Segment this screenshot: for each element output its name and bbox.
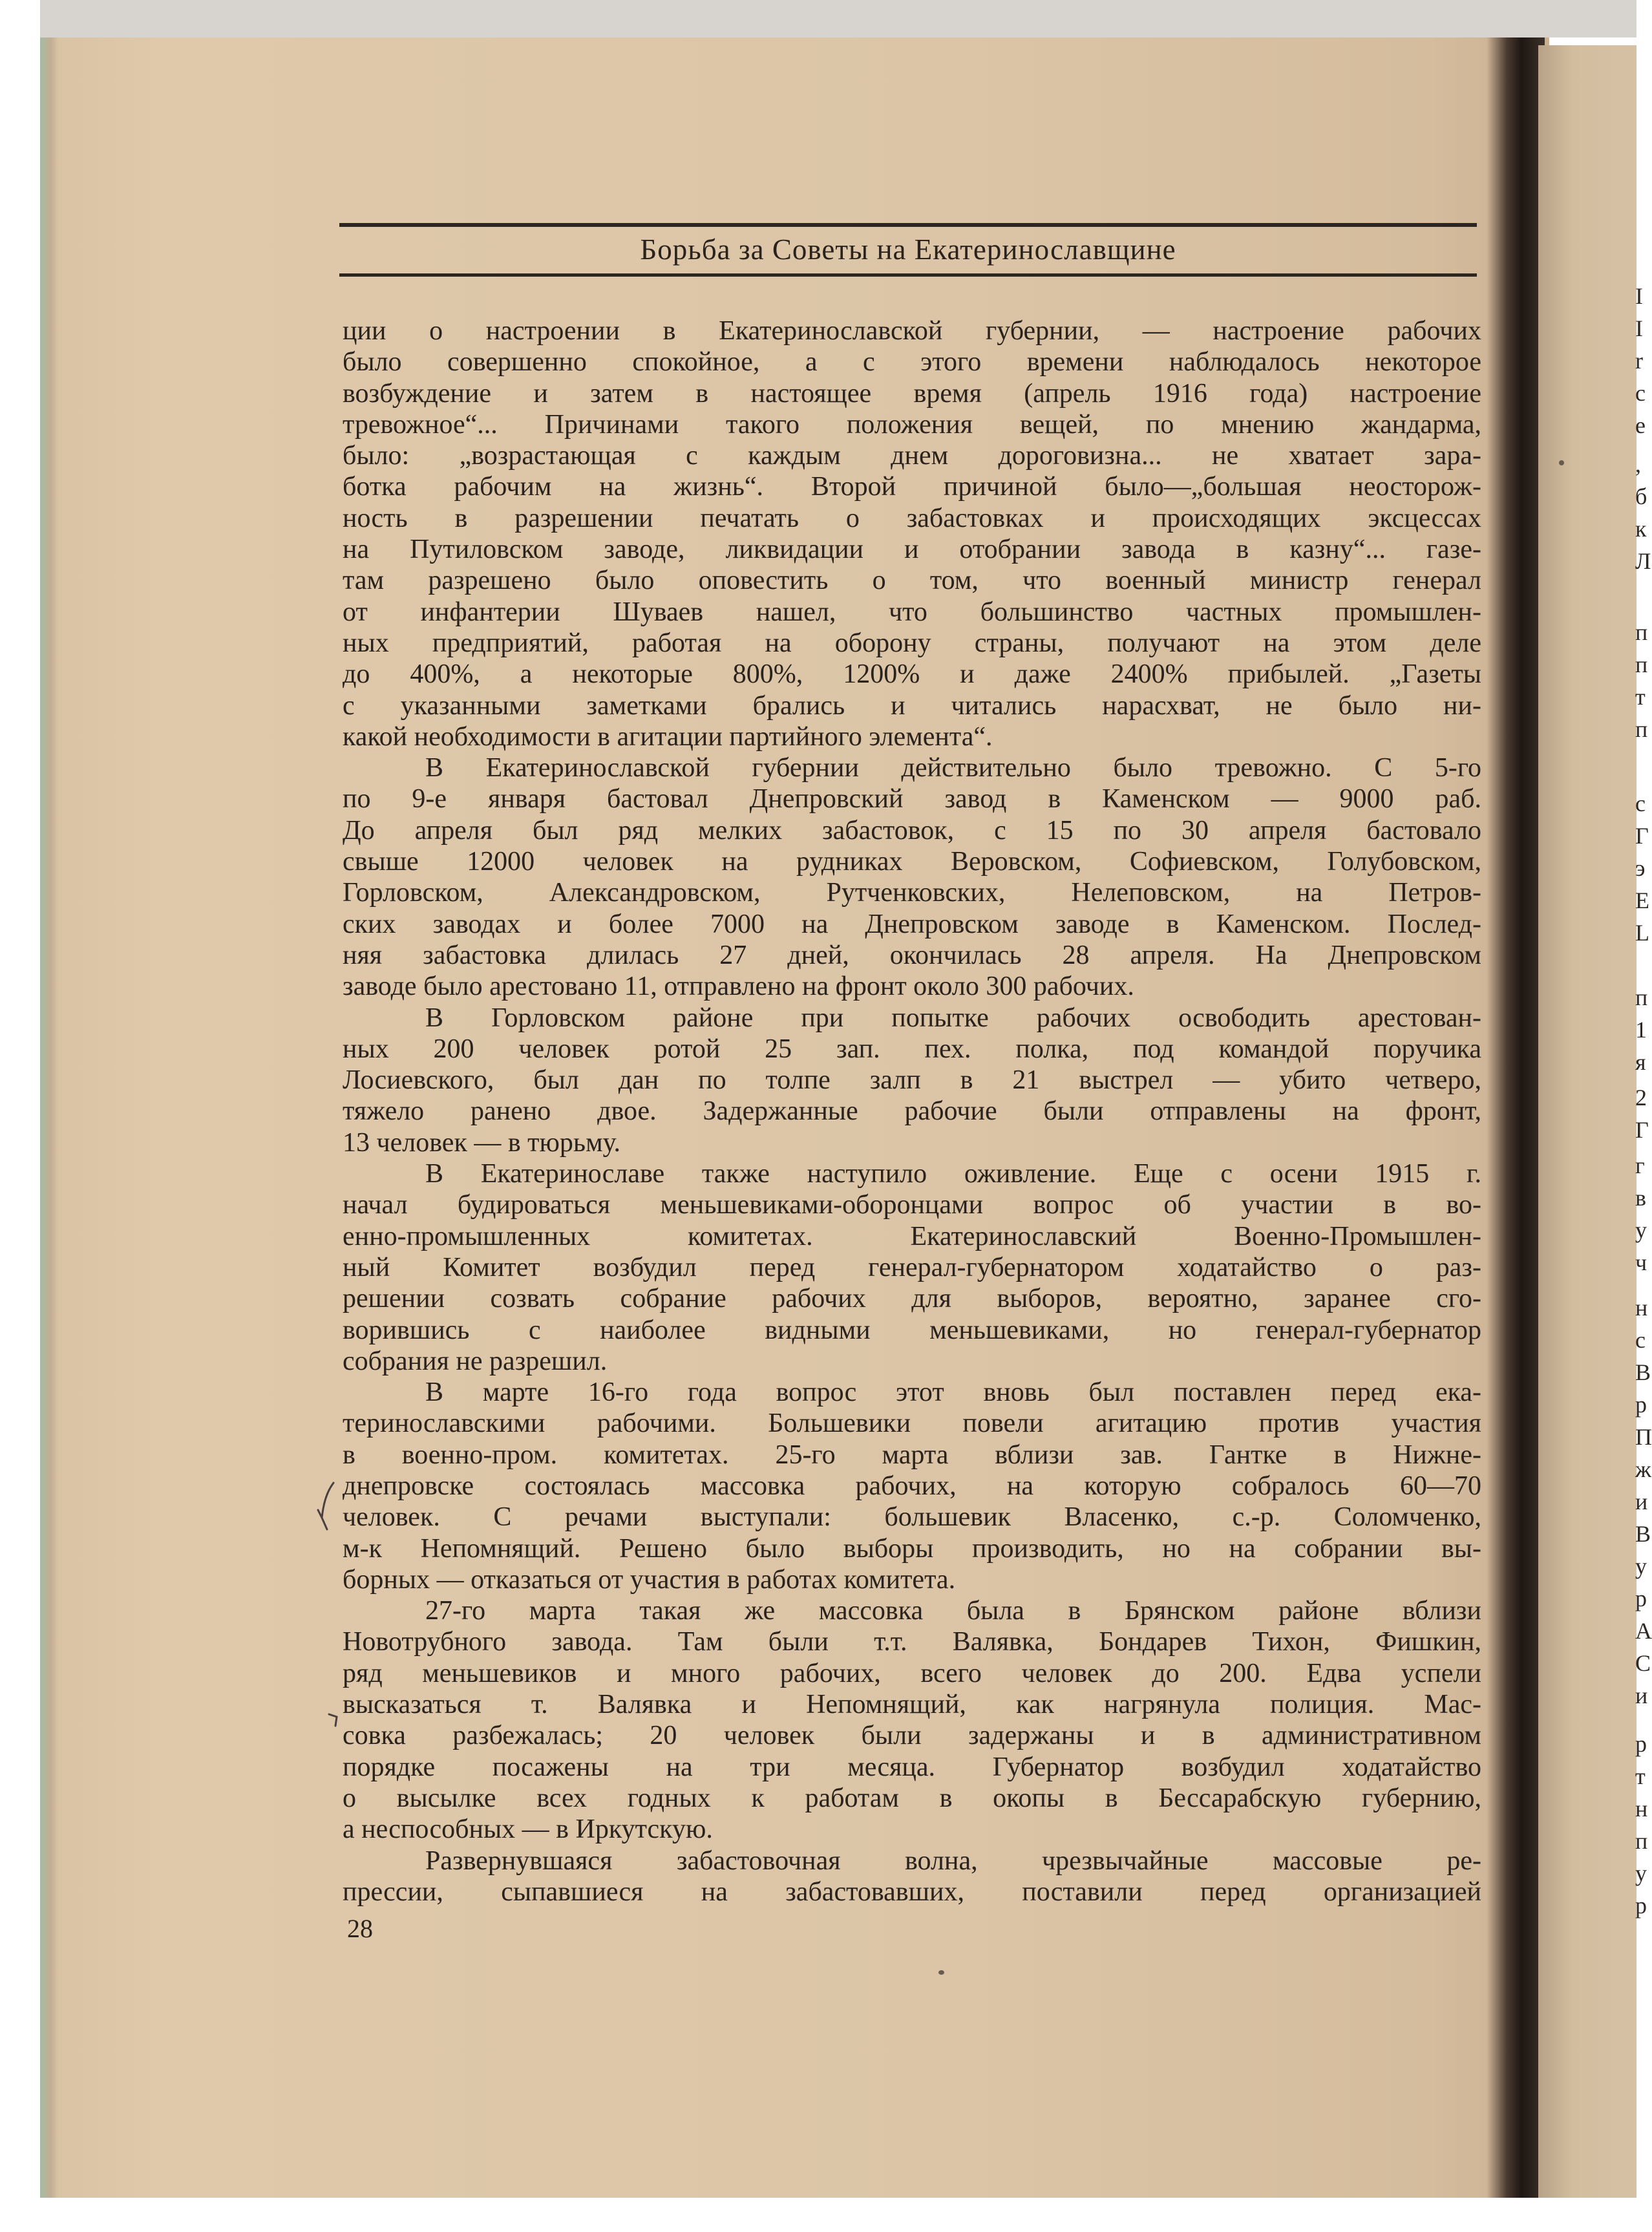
text-line: тревожное“... Причинами такого положения вещей, по мнению жандарма, bbox=[343, 409, 1481, 440]
text-line: ботка рабочим на жизнь“. Второй причиной было—„большая неосторож- bbox=[343, 472, 1481, 502]
text-line: до 400%, а некоторые 800%, 1200% и даже 2400% прибылей. „Газеты bbox=[343, 659, 1481, 690]
next-page-fragment: я bbox=[1635, 1049, 1646, 1075]
next-page-fragment: с bbox=[1635, 791, 1646, 816]
body-text bbox=[343, 315, 1481, 1908]
text-line: енно-промышленных комитетах. Екатеринославский Военно-Промышлен- bbox=[343, 1221, 1481, 1251]
text-line: с указанными заметками брались и читались нарасхват, не было ни- bbox=[343, 690, 1481, 721]
pencil-tick-mark bbox=[326, 1709, 341, 1728]
text-line: ных предприятий, работая на оборону страны, получают на этом деле bbox=[343, 628, 1481, 658]
paper-speck bbox=[1559, 460, 1564, 465]
text-line: свыше 12000 человек на рудниках Веровском, Софиевском, Голубовском, bbox=[343, 847, 1481, 877]
text-line: борных — отказаться от участия в работах комитета. bbox=[343, 1564, 956, 1595]
text-line: от инфантерии Шуваев нашел, что большинство частных промышлен- bbox=[343, 597, 1481, 627]
text-line: прессии, сыпавшиеся на забастовавших, поставили перед организацией bbox=[343, 1876, 1481, 1907]
text-line: В Екатеринославской губернии действительно было тревожно. С 5-го bbox=[425, 753, 1481, 783]
next-page-fragment: п bbox=[1635, 652, 1648, 677]
next-page-fragment: ж bbox=[1635, 1456, 1651, 1482]
text-line: В Екатеринославе также наступило оживление. Еще с осени 1915 г. bbox=[425, 1159, 1481, 1189]
next-page-fragment: э bbox=[1635, 855, 1646, 881]
text-line: Лосиевского, был дан по толпе залп в 21 выстрел — убито четверо, bbox=[343, 1065, 1481, 1096]
text-line: ных 200 человек ротой 25 зап. пех. полка, под командой поручика bbox=[343, 1034, 1481, 1064]
next-page-fragment: I bbox=[1635, 315, 1643, 341]
text-line: по 9-е января бастовал Днепровский завод в Каменском — 9000 раб. bbox=[343, 784, 1481, 814]
text-line: ный Комитет возбудил перед генерал-губернатором ходатайство о раз- bbox=[343, 1252, 1481, 1282]
text-line: тяжело ранено двое. Задержанные рабочие были отправлены на фронт, bbox=[343, 1096, 1481, 1127]
next-page-edge bbox=[1538, 45, 1652, 2198]
text-line: В марте 16-го года вопрос этот вновь был поставлен перед ека- bbox=[425, 1377, 1481, 1408]
text-line: решении созвать собрание рабочих для выборов, вероятно, заранее сго- bbox=[343, 1284, 1481, 1314]
header-rule-top bbox=[339, 223, 1477, 227]
next-page-fragment: г bbox=[1635, 1153, 1645, 1178]
next-page-fragment: I bbox=[1635, 283, 1643, 309]
next-page-fragment: e bbox=[1635, 412, 1646, 438]
text-line: ность в разрешении печатать о забастовках и происходящих эксцессах bbox=[343, 503, 1481, 533]
next-page-fragment: р bbox=[1635, 1893, 1647, 1918]
next-page-fragment: Г bbox=[1635, 1117, 1649, 1143]
text-line: собрания не разрешил. bbox=[343, 1346, 608, 1376]
next-page-fragment: Л bbox=[1635, 548, 1651, 574]
next-page-fragment: Е bbox=[1635, 887, 1649, 913]
text-line: человек. С речами выступали: большевик Власенко, с.-р. Соломченко, bbox=[343, 1502, 1481, 1533]
text-line: 27-го марта такая же массовка была в Брянском районе вблизи bbox=[425, 1596, 1481, 1626]
text-line: ции о настроении в Екатеринославской губернии, — настроение рабочих bbox=[343, 316, 1481, 346]
text-line: ских заводах и более 7000 на Днепровском заводе в Каменском. Послед- bbox=[343, 909, 1481, 939]
next-page-fragment: П bbox=[1635, 1424, 1652, 1450]
next-page-fragment: р bbox=[1635, 1731, 1647, 1757]
text-line: 13 человек — в тюрьму. bbox=[343, 1127, 620, 1158]
next-page-fragment: б bbox=[1635, 484, 1647, 509]
text-line: Горловском, Александровском, Рутченковских, Нелеповском, на Петров- bbox=[343, 878, 1481, 908]
next-page-fragment: т bbox=[1635, 1763, 1646, 1789]
next-page-fragment: т bbox=[1635, 684, 1646, 710]
text-line: высказаться т. Валявка и Непомнящий, как нагрянула полиция. Мас- bbox=[343, 1690, 1481, 1720]
text-line: начал будироваться меньшевиками-оборонцами вопрос об участии в во- bbox=[343, 1190, 1481, 1220]
next-page-fragment: у bbox=[1635, 1553, 1647, 1579]
next-page-fragment: 2 bbox=[1635, 1085, 1647, 1111]
next-page-fragment: , bbox=[1635, 451, 1641, 477]
next-page-fragment: п bbox=[1635, 984, 1648, 1010]
text-line: Новотрубного завода. Там были т.т. Валявка, Бондарев Тихон, Фишкин, bbox=[343, 1627, 1481, 1657]
next-page-fragment: L bbox=[1635, 920, 1649, 946]
text-line: днепровске состоялась массовка рабочих, на которую собралось 60—70 bbox=[343, 1471, 1481, 1501]
text-line: возбуждение и затем в настоящее время (апрель 1916 года) настроение bbox=[343, 378, 1481, 409]
text-line: В Горловском районе при попытке рабочих освободить арестован- bbox=[425, 1003, 1481, 1033]
text-line: там разрешено было оповестить о том, что военный министр генерал bbox=[343, 566, 1481, 596]
text-line: ворившись с наиболее видными меньшевиками, но генерал-губернатор bbox=[343, 1315, 1481, 1345]
next-page-fragment: В bbox=[1635, 1359, 1651, 1385]
next-page-fragment: п bbox=[1635, 619, 1648, 645]
next-page-fragment: у bbox=[1635, 1860, 1647, 1886]
text-line: заводе было арестовано 11, отправлено на фронт около 300 рабочих. bbox=[343, 972, 1134, 1002]
next-page-fragment: в bbox=[1635, 1185, 1646, 1211]
next-page-fragment: с bbox=[1635, 1327, 1646, 1353]
next-page-fragment: у bbox=[1635, 1217, 1647, 1243]
scan-border-bottom bbox=[40, 2198, 1636, 2232]
text-line: теринославскими рабочими. Большевики повели агитацию против участия bbox=[343, 1408, 1481, 1439]
paper-speck bbox=[938, 1970, 944, 1975]
text-line: какой необходимости в агитации партийного элемента“. bbox=[343, 721, 993, 752]
next-page-fragment: А bbox=[1635, 1618, 1652, 1644]
next-page-fragment: ч bbox=[1635, 1249, 1647, 1275]
text-line: о высылке всех годных к работам в окопы в Бессарабскую губернию, bbox=[343, 1783, 1481, 1813]
next-page-fragment: п bbox=[1635, 1828, 1648, 1854]
next-page-fragment: r bbox=[1635, 348, 1643, 374]
next-page-fragment: Г bbox=[1635, 823, 1649, 849]
next-page-fragment: к bbox=[1635, 516, 1647, 542]
text-line: а неспособных — в Иркутскую. bbox=[343, 1814, 713, 1845]
scan-border-top bbox=[40, 0, 1636, 37]
text-line: ряд меньшевиков и много рабочих, всего человек до 200. Едва успели bbox=[343, 1658, 1481, 1688]
next-page-fragment: р bbox=[1635, 1392, 1647, 1418]
next-page-fragment: н bbox=[1635, 1796, 1648, 1822]
next-page-fragment: н bbox=[1635, 1295, 1648, 1321]
next-page-fragment: р bbox=[1635, 1586, 1647, 1611]
text-line: До апреля был ряд мелких забастовок, с 15 по 30 апреля бастовало bbox=[343, 815, 1481, 845]
next-page-fragment: c bbox=[1635, 380, 1646, 406]
pencil-check-mark bbox=[314, 1480, 340, 1532]
book-gutter bbox=[1487, 37, 1545, 2198]
text-line: в военно-пром. комитетах. 25-го марта вблизи зав. Гантке в Нижне- bbox=[343, 1440, 1481, 1470]
next-page-fragment: п bbox=[1635, 716, 1648, 742]
text-line: Развернувшаяся забастовочная волна, чрезвычайные массовые ре- bbox=[425, 1845, 1481, 1876]
page-number: 28 bbox=[347, 1914, 373, 1943]
text-line: совка разбежалась; 20 человек были задержаны и в административном bbox=[343, 1721, 1481, 1751]
text-line: няя забастовка длилась 27 дней, окончилась 28 апреля. На Днепровском bbox=[343, 940, 1481, 970]
text-line: порядке посажены на три месяца. Губернатор возбудил ходатайство bbox=[343, 1752, 1481, 1782]
next-page-fragment: 1 bbox=[1635, 1017, 1647, 1043]
text-line: было совершенно спокойное, а с этого времени наблюдалось некоторое bbox=[343, 347, 1481, 377]
next-page-fragment: и bbox=[1635, 1683, 1648, 1708]
next-page-fragment: и bbox=[1635, 1489, 1648, 1515]
next-page-fragment: С bbox=[1635, 1650, 1651, 1676]
text-line: на Путиловском заводе, ликвидации и отобрании завода в казну“... газе- bbox=[343, 535, 1481, 565]
page-edge-tint bbox=[40, 37, 58, 2198]
next-page-fragment: В bbox=[1635, 1521, 1651, 1547]
header-rule-bottom bbox=[339, 273, 1477, 277]
text-line: м-к Непомнящий. Решено было выборы производить, но на собрании вы- bbox=[343, 1533, 1481, 1564]
text-line: было: „возрастающая с каждым днем дороговизна... не хватает зара- bbox=[343, 441, 1481, 471]
running-head: Борьба за Советы на Екатеринославщине bbox=[640, 233, 1176, 266]
